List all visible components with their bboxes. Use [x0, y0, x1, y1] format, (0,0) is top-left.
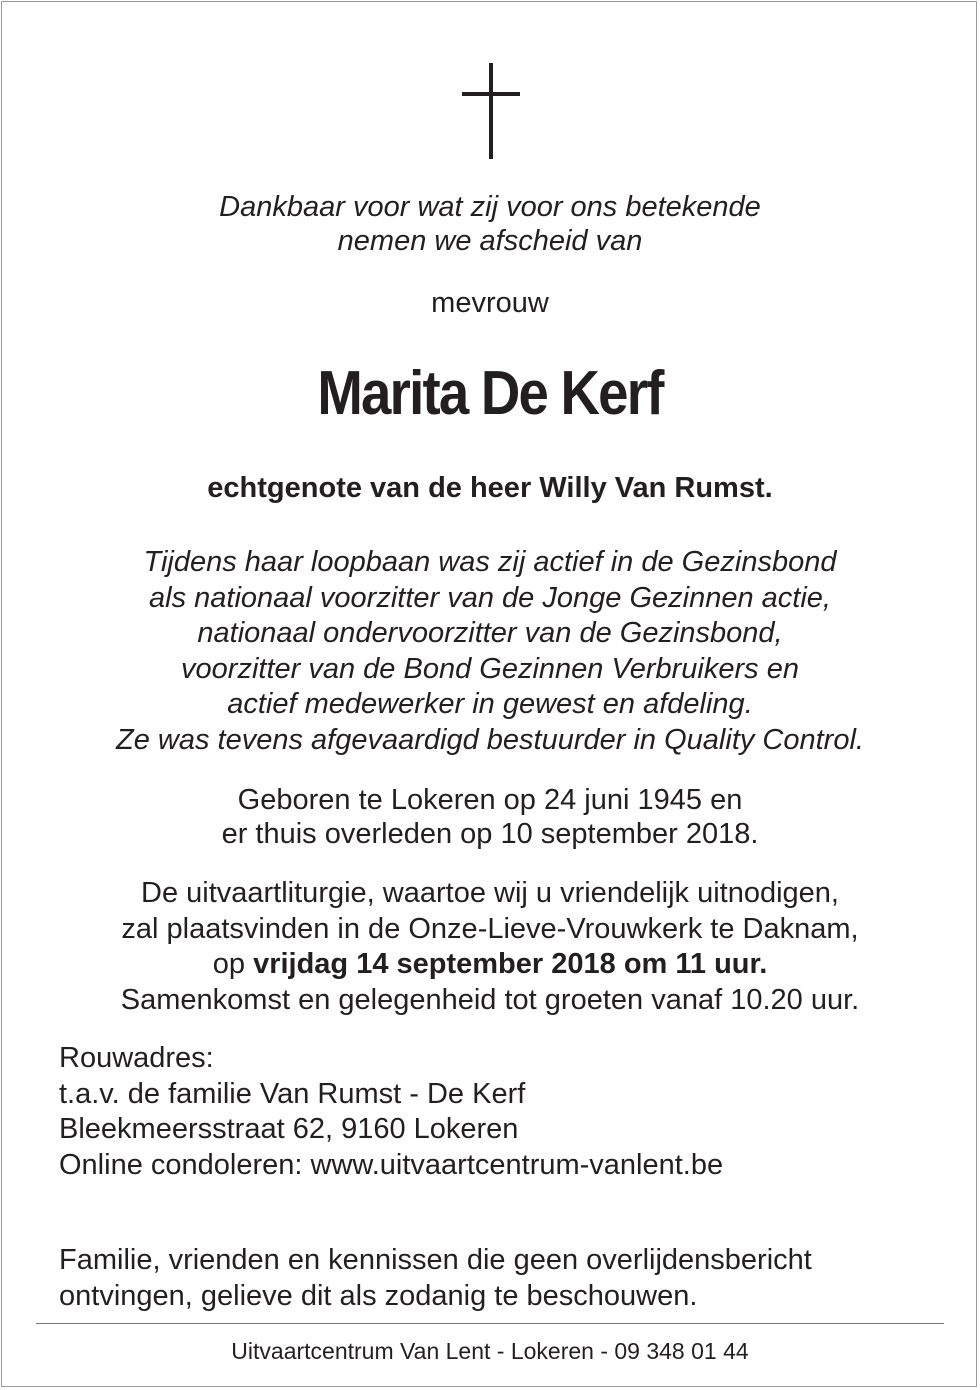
birth-death-info [0, 783, 980, 851]
title-label: mevrouw [431, 287, 549, 319]
service-line: zal plaatsvinden in de Onze-Lieve-Vrouwkerk te Daknam, [121, 912, 859, 945]
service-date-prefix: op [212, 948, 254, 980]
mourning-address [59, 1041, 723, 1183]
intro-line: Dankbaar voor wat zij voor ons betekende [219, 191, 761, 223]
deceased-name: Marita De Kerf [317, 359, 663, 428]
biography-line: Ze was tevens afgevaardigd bestuurder in Quality Control. [116, 723, 864, 756]
biography [0, 545, 980, 759]
service-date: vrijdag 14 september 2018 om 11 uur. [253, 948, 768, 980]
service-line: Samenkomst en gelegenheid tot groeten vanaf 10.20 uur. [120, 983, 860, 1016]
notice-line: Familie, vrienden en kennissen die geen overlijdensbericht [59, 1244, 812, 1276]
online-condolence: Online condoleren: www.uitvaartcentrum-vanlent.be [59, 1148, 724, 1181]
service-line: De uitvaartliturgie, waartoe wij u vriendelijk uitnodigen, [141, 877, 839, 909]
service-date-line [0, 947, 980, 983]
intro-line: nemen we afscheid van [337, 225, 643, 257]
spouse-line: echtgenote van de heer Willy Van Rumst. [207, 472, 773, 504]
notice-line: ontvingen, gelieve dit als zodanig te beschouwen. [59, 1279, 698, 1312]
biography-line: voorzitter van de Bond Gezinnen Verbruikers en [181, 652, 799, 685]
death-line: er thuis overleden op 10 september 2018. [221, 818, 759, 850]
biography-line: als nationaal voorzitter van de Jonge Gezinnen actie, [149, 581, 831, 614]
footer-text: Uitvaartcentrum Van Lent - Lokeren - 09 348 01 44 [231, 1338, 749, 1364]
biography-line: actief medewerker in gewest en afdeling. [227, 688, 753, 721]
notice-text [59, 1243, 812, 1314]
address-family: t.a.v. de familie Van Rumst - De Kerf [59, 1077, 526, 1110]
address-street: Bleekmeersstraat 62, 9160 Lokeren [59, 1113, 519, 1146]
birth-line: Geboren te Lokeren op 24 juni 1945 en [237, 784, 743, 816]
footer-divider [36, 1323, 944, 1324]
cross-icon [462, 63, 520, 159]
biography-line: nationaal ondervoorzitter van de Gezinsbond, [197, 617, 783, 650]
funeral-service-info [0, 876, 980, 1018]
biography-line: Tijdens haar loopbaan was zij actief in de Gezinsbond [143, 546, 837, 578]
intro-text [0, 190, 980, 258]
address-label: Rouwadres: [59, 1042, 214, 1074]
